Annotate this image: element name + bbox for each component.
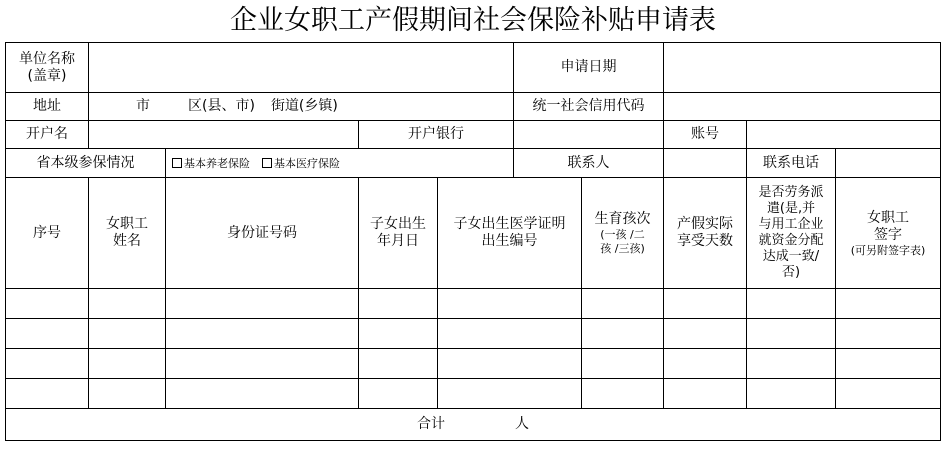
header-order-line1: 生育孩次 [594,210,651,227]
table-row[interactable] [6,379,940,408]
header-days [664,178,746,288]
header-cert [438,178,581,288]
credit-code-label: 统一社会信用代码 [532,98,645,114]
header-dispatch-line4: 就资金分配 [758,233,824,248]
account-no-label: 账号 [691,126,719,142]
header-sign-line2: 签字 [874,226,902,243]
account-name-input[interactable] [89,121,358,148]
unit-name-input[interactable] [89,43,513,92]
address-city: 市 [136,98,150,114]
header-order-line3: 孩 /三孩) [600,241,645,255]
address-input[interactable] [89,93,513,120]
phone-label: 联系电话 [763,154,819,171]
header-days-line1: 产假实际 [677,216,733,232]
total-row [6,409,940,440]
medical-option-label: 基本医疗保险 [274,156,340,170]
address-street: 街道(乡镇) [270,98,338,114]
contact-label: 联系人 [567,154,610,171]
table-row[interactable] [6,289,940,318]
header-seq: 序号 [33,224,61,241]
header-order-line2: (一孩 /二 [600,227,645,241]
header-dispatch-line2: 遣(是,并 [766,201,816,216]
total-person-unit: 人 [515,416,529,432]
header-dispatch-line6: 否) [781,265,801,280]
header-dispatch-line5: 达成一致/ [762,249,820,264]
form-title: 企业女职工产假期间社会保险补贴申请表 [230,5,716,36]
header-name-line2: 姓名 [113,233,141,249]
pension-option-label: 基本养老保险 [184,156,250,170]
unit-name-label [6,43,88,92]
header-cert-line2: 出生编号 [481,233,538,249]
insurance-label: 省本级参保情况 [36,154,135,171]
unit-name-text: 单位名称 [19,50,75,67]
phone-input[interactable] [836,149,940,177]
header-sign [836,178,940,288]
checkbox-icon[interactable] [262,158,272,168]
table-row[interactable] [6,319,940,348]
credit-code-input[interactable] [664,93,940,120]
table-row[interactable] [6,349,940,378]
medical-option[interactable] [262,155,340,172]
apply-date-input[interactable] [664,43,940,92]
header-dispatch-line1: 是否劳务派 [758,185,824,200]
header-id: 身份证号码 [227,224,297,241]
total-label: 合计 [417,416,445,432]
apply-date-label: 申请日期 [560,59,617,75]
account-name-label: 开户名 [26,126,68,142]
address-label: 地址 [33,98,61,114]
header-dispatch-line3: 与用工企业 [758,217,824,232]
header-days-line2: 享受天数 [677,233,733,249]
checkbox-icon[interactable] [172,158,182,168]
header-cert-line1: 子女出生医学证明 [453,216,566,232]
header-sign-line3: (可另附签字表) [850,243,926,257]
bank-input[interactable] [514,121,663,148]
bank-label: 开户银行 [408,126,464,142]
header-name [89,178,165,288]
pension-option[interactable] [172,155,250,172]
header-name-line1: 女职工 [106,216,148,232]
address-district: 区(县、市) [188,98,255,114]
contact-input[interactable] [664,149,746,177]
header-birth-line1: 子女出生 [370,216,426,232]
insurance-options [166,149,513,177]
header-order [582,178,663,288]
header-birth [359,178,437,288]
seal-note: (盖章) [27,67,67,84]
account-no-input[interactable] [747,121,940,148]
header-dispatch [747,178,835,288]
header-birth-line2: 年月日 [377,233,419,249]
header-sign-line1: 女职工 [867,209,909,226]
